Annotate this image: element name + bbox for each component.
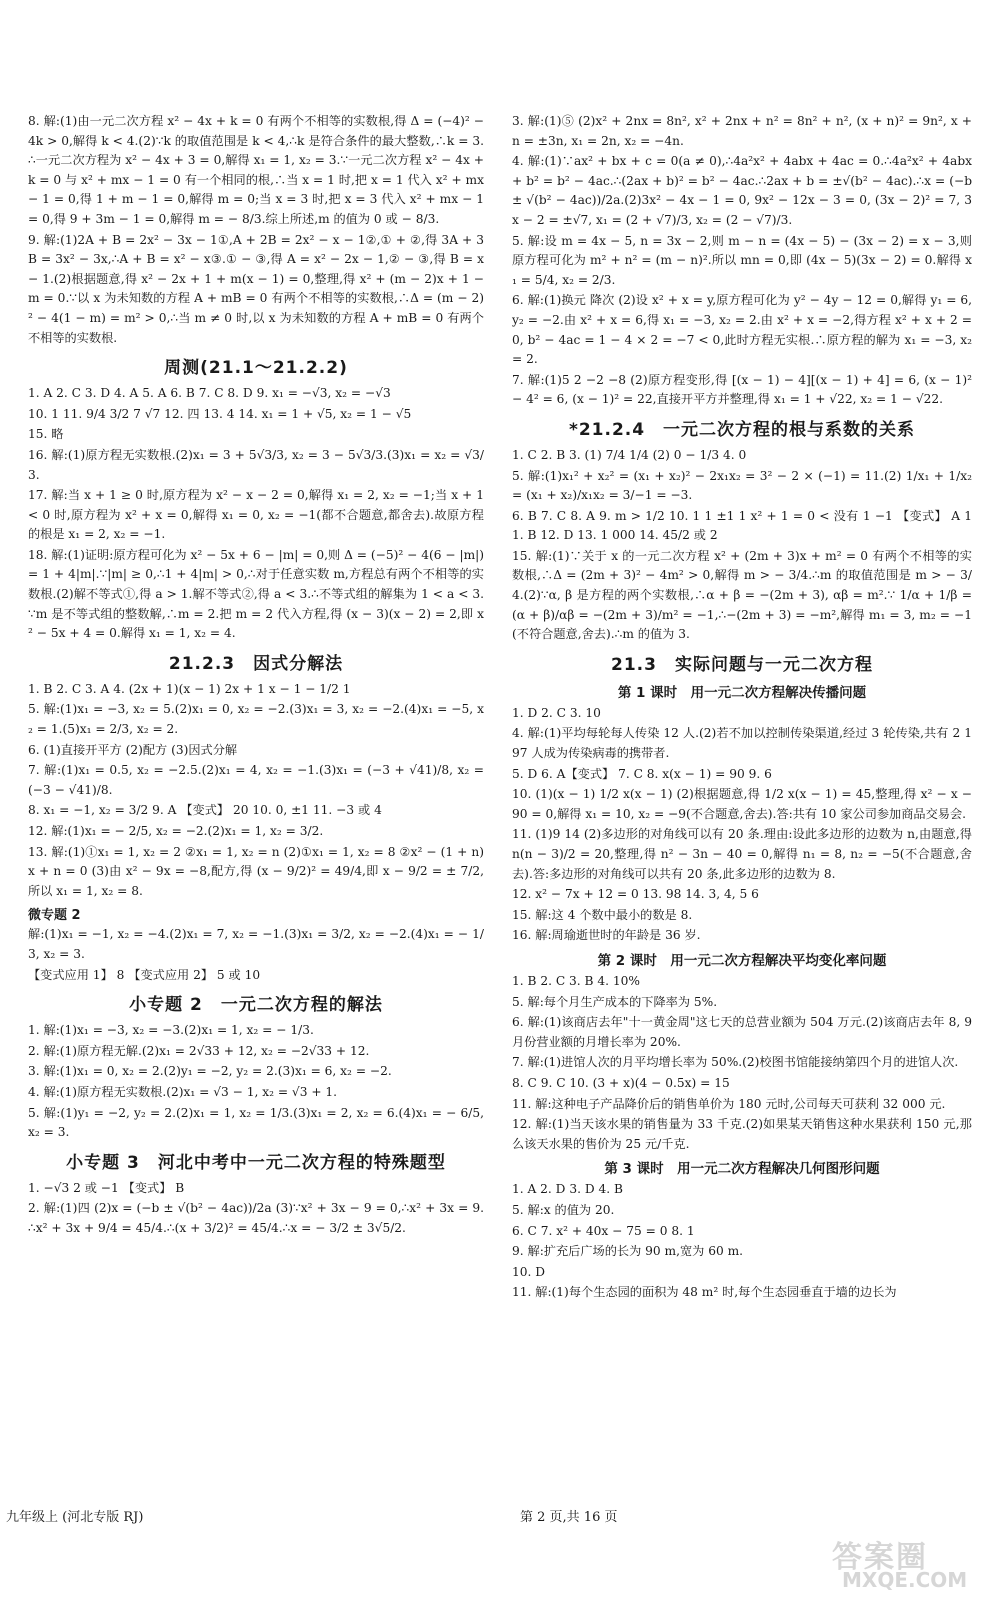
answer-item: 2. 解:(1)原方程无解.(2)x₁ = 2√33 + 12, x₂ = −2√33 + 12. xyxy=(28,1043,370,1058)
answer-item: 9. 解:(1)2A + B = 2x² − 3x − 1①,A + 2B = 2x² − x − 1②,① + ②,得 3A + 3B = 3x² − 3x,∴A + B = x² − x③.① − ③,得 A = x² − 2x − 1,② − ③,得 B = x − 1.(2)根据题意,得 x² − 2x + 1 + m(x − 1) = 0,整理,得 x² + (m − 2)x + 1 − m = 0.∵以 x 为未知数的方程 A + mB = 0 有两个不相等的实数根,∴Δ = (m − 2)² − 4(1 − m) = m² > 0,∴当 m ≠ 0 时,以 x 为未知数的方程 A + mB = 0 有两个不相等的实数根. xyxy=(28,232,488,345)
answer-item: 16. 解:周瑜逝世时的年龄是 36 岁. xyxy=(512,928,701,943)
lesson-heading-2: 第 2 课时 用一元二次方程解决平均变化率问题 xyxy=(597,952,887,969)
answer-item: 7. 解:(1)5 2 −2 −8 (2)原方程变形,得 [(x − 1) − 4][(x − 1) + 4] = 6, (x − 1)² − 4² = 6, (x − 1)² = 22,直接开平方并整理,得 x₁ = 1 + √22, x₂ = 1 − √22. xyxy=(512,372,976,407)
answer-item: 6. B 7. C 8. A 9. m > 1/2 10. 1 1 ±1 1 x² + 1 = 0 < 没有 1 −1 【变式】 A 11. B 12. D 13. 1 000 14. 45/2 或 2 xyxy=(512,508,972,543)
answer-item: 4. 解:(1)平均每轮每人传染 12 人.(2)若不加以控制传染渠道,经过 3 轮传染,共有 2 197 人成为传染病毒的携带者. xyxy=(512,726,972,761)
answer-item: 1. A 2. D 3. D 4. B xyxy=(512,1182,623,1197)
answer-item: 2. 解:(1)四 (2)x = (−b ± √(b² − 4ac))/2a (3)∵x² + 3x − 9 = 0,∴x² + 3x = 9.∴x² + 3x + 9/4 = 45/4.∴(x + 3/2)² = 45/4.∴x = − 3/2 ± 3√5/2. xyxy=(28,1201,484,1235)
answer-item: 5. 解:(1)x₁ = −3, x₂ = 5.(2)x₁ = 0, x₂ = −2.(3)x₁ = 3, x₂ = −2.(4)x₁ = −5, x₂ = 1.(5)x₁ = 2/3, x₂ = 2. xyxy=(28,702,484,737)
watermark-url: MXQE.COM xyxy=(842,1568,968,1592)
answer-item: 1. −√3 2 或 −1 【变式】 B xyxy=(28,1180,185,1195)
page-footer xyxy=(0,1506,1000,1528)
answer-item: 7. 解:(1)进馆人次的月平均增长率为 50%.(2)校图书馆能接纳第四个月的进馆人次. xyxy=(512,1055,959,1070)
section-heading-small-topic-3: 小专题 3 河北中考中一元二次方程的特殊题型 xyxy=(66,1152,446,1173)
answer-item: 16. 解:(1)原方程无实数根.(2)x₁ = 3 + 5√3/3, x₂ = 3 − 5√3/3.(3)x₁ = x₂ = √3/3. xyxy=(28,447,484,482)
answer-item: 【变式应用 1】 8 【变式应用 2】 5 或 10 xyxy=(28,967,261,982)
answer-item: 5. 解:(1)y₁ = −2, y₂ = 2.(2)x₁ = 1, x₂ = 1/3.(3)x₁ = 2, x₂ = 6.(4)x₁ = − 6/5, x₂ = 3. xyxy=(28,1105,488,1140)
answer-item: 15. 略 xyxy=(28,427,64,442)
answer-item: 13. 解:(1)①x₁ = 1, x₂ = 2 ②x₁ = 1, x₂ = n (2)①x₁ = 1, x₂ = 8 ②x² − (1 + n)x + n = 0 (3)由 x² − 9x = −8,配方,得 (x − 9/2)² = 49/4,即 x − 9/2 = ± 7/2,所以 x₁ = 1, x₂ = 8. xyxy=(28,844,484,898)
answer-item: 1. A 2. C 3. D 4. A 5. A 6. B 7. C 8. D 9. x₁ = −√3, x₂ = −√3 xyxy=(28,386,391,401)
answer-item: 1. B 2. C 3. B 4. 10% xyxy=(512,973,640,988)
answer-item: 5. 解:x 的值为 20. xyxy=(512,1202,615,1217)
section-heading-small-topic-2: 小专题 2 一元二次方程的解法 xyxy=(129,995,383,1016)
answer-item: 11. 解:(1)每个生态园的面积为 48 m² 时,每个生态园垂直于墙的边长为 xyxy=(512,1285,897,1300)
answer-item: 1. B 2. C 3. A 4. (2x + 1)(x − 1) 2x + 1 x − 1 − 1/2 1 xyxy=(28,681,351,696)
watermark-text: 答案圈 xyxy=(832,1540,928,1575)
page-number: 第 2 页,共 16 页 xyxy=(520,1510,618,1525)
section-heading-weekly-test: 周测(21.1～21.2.2) xyxy=(164,358,348,379)
answer-item: 12. 解:(1)当天该水果的销售量为 33 千克.(2)如果某天销售这种水果获利 150 元,那么该天水果的售价为 25 元/千克. xyxy=(512,1117,972,1151)
answer-item: 5. 解:每个月生产成本的下降率为 5%. xyxy=(512,994,718,1009)
answer-item: 6. (1)直接开平方 (2)配方 (3)因式分解 xyxy=(28,742,238,757)
answer-item: 6. 解:(1)该商店去年"十一黄金周"这七天的总营业额为 504 万元.(2)该商店去年 8, 9 月份营业额的月增长率为 20%. xyxy=(512,1015,976,1049)
answer-item: 15. 解:(1)∵关于 x 的一元二次方程 x² + (2m + 3)x + m² = 0 有两个不相等的实数根,∴Δ = (2m + 3)² − 4m² > 0,解得 m > − 3/4.∴m 的取值范围是 m > − 3/4.(2)∵α, β 是方程的两个实数根,∴α + β = −(2m + 3), αβ = m².∵ 1/α + 1/β = (α + β)/αβ = −(2m + 3)/m² = −1,∴−(2m + 3) = −m²,解得 m₁ = 3, m₂ = −1(不符合题意,舍去).∴m 的值为 3. xyxy=(512,548,976,642)
answer-item: 5. 解:设 m = 4x − 5, n = 3x − 2,则 m − n = (4x − 5) − (3x − 2) = x − 3,则原方程可化为 m² + n² = (m − n)².所以 mn = 0,即 (4x − 5)(3x − 2) = 0.解得 x₁ = 5/4, x₂ = 2/3. xyxy=(512,233,972,287)
answer-item: 6. 解:(1)换元 降次 (2)设 x² + x = y,原方程可化为 y² − 4y − 12 = 0,解得 y₁ = 6, y₂ = −2.由 x² + x = 6,得 x₁ = −3, x₂ = 2.由 x² + x = −2,得方程 x² + x + 2 = 0, b² − 4ac = 1 − 4 × 2 = −7 < 0,此时方程无实根.∴原方程的解为 x₁ = −3, x₂ = 2. xyxy=(512,293,976,367)
answer-item: 3. 解:(1)⑤ (2)x² + 2nx = 8n², x² + 2nx + n² = 8n² + n², (x + n)² = 9n², x + n = ±3n, x₁ = 2n, x₂ = −4n. xyxy=(512,114,976,148)
answer-item: 8. 解:(1)由一元二次方程 x² − 4x + k = 0 有两个不相等的实数根,得 Δ = (−4)² − 4k > 0,解得 k < 4.(2)∵k 的取值范围是 k < 4,∴k 是符合条件的最大整数,∴k = 3.∴一元二次方程为 x² − 4x + 3 = 0,解得 x₁ = 1, x₂ = 3.∵一元二次方程 x² − 4x + k = 0 与 x² + mx − 1 = 0 有一个相同的根,∴当 x = 1 时,把 x = 1 代入 x² + mx − 1 = 0,得 1 + m − 1 = 0,解得 m = 0;当 x = 3 时,把 x = 3 代入 x² + mx − 1 = 0,得 9 + 3m − 1 = 0,解得 m = − 8/3.综上所述,m 的值为 0 或 − 8/3. xyxy=(28,114,488,226)
answer-item: 12. 解:(1)x₁ = − 2/5, x₂ = −2.(2)x₁ = 1, x₂ = 3/2. xyxy=(28,824,324,838)
answer-item: 10. 1 11. 9/4 3/2 7 √7 12. 四 13. 4 14. x₁ = 1 + √5, x₂ = 1 − √5 xyxy=(28,406,412,421)
answer-item: 11. 解:这种电子产品降价后的销售单价为 180 元时,公司每天可获利 32 000 元. xyxy=(512,1096,946,1111)
answer-item: 1. 解:(1)x₁ = −3, x₂ = −3.(2)x₁ = 1, x₂ = − 1/3. xyxy=(28,1023,314,1038)
answer-item: 10. D xyxy=(512,1264,546,1279)
answer-item: 15. 解:这 4 个数中最小的数是 8. xyxy=(512,907,693,922)
answer-item: 4. 解:(1)原方程无实数根.(2)x₁ = √3 − 1, x₂ = √3 + 1. xyxy=(28,1084,338,1099)
answer-item: 4. 解:(1)∵ax² + bx + c = 0(a ≠ 0),∴4a²x² + 4abx + 4ac = 0.∴4a²x² + 4abx + b² = b² − 4ac.∴(2ax + b)² = b² − 4ac.∴2ax + b = ±√(b² − 4ac).∴x = (−b ± √(b² − 4ac))/2a.(2)3x² − 4x − 1 = 0, 9x² − 12x − 3 = 0, (3x − 2)² = 7, 3x − 2 = ±√7, x₁ = (2 + √7)/3, x₂ = (2 − √7)/3. xyxy=(512,154,976,227)
section-heading-roots-coefficients: *21.2.4 一元二次方程的根与系数的关系 xyxy=(568,419,916,440)
answer-item: 11. (1)9 14 (2)多边形的对角线可以有 20 条.理由:设此多边形的边数为 n,由题意,得 n(n − 3)/2 = 20,整理,得 n² − 3n − 40 = 0,解得 n₁ = 8, n₂ = −5(不合题意,舍去).答:多边形的对角线可以共有 20 条,此多边形的边数为 8. xyxy=(512,827,976,881)
footer-book-label: 九年级上 (河北专版 RJ) xyxy=(6,1510,144,1525)
answer-item: 1. D 2. C 3. 10 xyxy=(512,705,601,720)
lesson-heading-1: 第 1 课时 用一元二次方程解决传播问题 xyxy=(617,684,867,701)
answer-item: 1. C 2. B 3. (1) 7/4 1/4 (2) 0 − 1/3 4. 0 xyxy=(512,447,747,462)
micro-topic-heading: 微专题 2 xyxy=(28,908,81,924)
right-column xyxy=(512,112,976,1304)
section-heading-practical-problems: 21.3 实际问题与一元二次方程 xyxy=(611,654,873,675)
answer-item: 3. 解:(1)x₁ = 0, x₂ = 2.(2)y₁ = −2, y₂ = 2.(3)x₁ = 6, x₂ = −2. xyxy=(28,1064,392,1079)
lesson-heading-3: 第 3 课时 用一元二次方程解决几何图形问题 xyxy=(604,1161,880,1178)
answer-item: 9. 解:扩充后广场的长为 90 m,宽为 60 m. xyxy=(512,1244,744,1259)
watermark-logo xyxy=(812,1532,982,1594)
answer-item: 7. 解:(1)x₁ = 0.5, x₂ = −2.5.(2)x₁ = 4, x₂ = −1.(3)x₁ = (−3 + √41)/8, x₂ = (−3 − √41)/8. xyxy=(28,763,488,797)
answer-item: 8. C 9. C 10. (3 + x)(4 − 0.5x) = 15 xyxy=(512,1075,730,1090)
answer-item: 8. x₁ = −1, x₂ = 3/2 9. A 【变式】 20 10. 0, ±1 11. −3 或 4 xyxy=(28,803,382,818)
answer-item: 5. D 6. A【变式】 7. C 8. x(x − 1) = 90 9. 6 xyxy=(512,766,772,781)
answer-item: 18. 解:(1)证明:原方程可化为 x² − 5x + 6 − |m| = 0,则 Δ = (−5)² − 4(6 − |m|) = 1 + 4|m|.∵|m| ≥ 0,∴1 + 4|m| > 0,∴对于任意实数 m,方程总有两个不相等的实数根.(2)解不等式①,得 a > 1.解不等式②,得 a < 3.∴不等式组的解集为 1 < a < 3.∵m 是不等式组的整数解,∴m = 2.把 m = 2 代入方程,得 (x − 3)(x − 2) = 2,即 x² − 5x + 4 = 0.解得 x₁ = 1, x₂ = 4. xyxy=(28,547,488,641)
section-heading-factorization: 21.2.3 因式分解法 xyxy=(168,653,344,674)
answer-item: 12. x² − 7x + 12 = 0 13. 98 14. 3, 4, 5 6 xyxy=(512,887,759,902)
answer-item: 解:(1)x₁ = −1, x₂ = −4.(2)x₁ = 7, x₂ = −1.(3)x₁ = 3/2, x₂ = −2.(4)x₁ = − 1/3, x₂ = 3. xyxy=(28,927,484,961)
answer-item: 17. 解:当 x + 1 ≥ 0 时,原方程为 x² − x − 2 = 0,解得 x₁ = 2, x₂ = −1;当 x + 1 < 0 时,原方程为 x² + x = 0,解得 x₁ = 0, x₂ = −1(都不合题意,都舍去).故原方程的根是 x₁ = 2, x₂ = −1. xyxy=(28,488,488,542)
answer-item: 10. (1)(x − 1) 1/2 x(x − 1) (2)根据题意,得 1/2 x(x − 1) = 45,整理,得 x² − x − 90 = 0,解得 x₁ = 10, x₂ = −9(不合题意,舍去).答:共有 10 家公司参加商品交易会. xyxy=(512,787,976,821)
left-column xyxy=(28,112,488,1240)
answer-item: 6. C 7. x² + 40x − 75 = 0 8. 1 xyxy=(512,1223,695,1238)
answer-item: 5. 解:(1)x₁² + x₂² = (x₁ + x₂)² − 2x₁x₂ = 3² − 2 × (−1) = 11.(2) 1/x₁ + 1/x₂ = (x₁ + x₂)/x₁x₂ = 3/−1 = −3. xyxy=(512,468,976,503)
